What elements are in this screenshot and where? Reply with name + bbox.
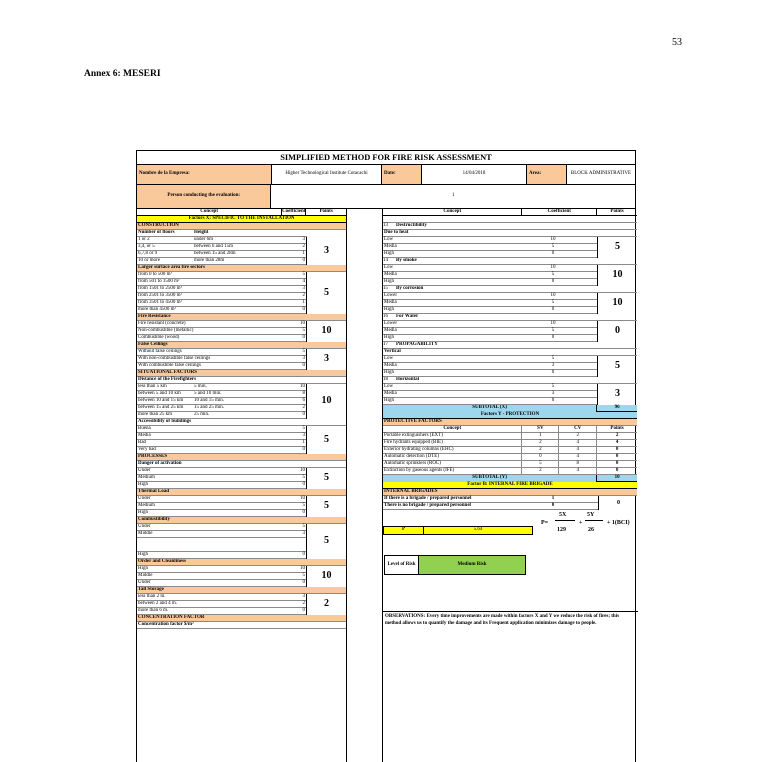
corrosion-points: 10 xyxy=(597,293,637,314)
person-label: Person conducting the evaluation: xyxy=(137,185,271,208)
distance-heading: Distance of the Firefighters xyxy=(137,377,346,384)
water-heading: 16 For Water xyxy=(383,314,637,321)
accessibility-heading: Accessibility of buildings xyxy=(137,419,346,426)
person-value: 1 xyxy=(451,193,455,199)
propagability-heading: 17 PROPAGABILITY xyxy=(383,342,637,349)
list-item: Media 5 xyxy=(383,272,598,279)
list-item: Media 5 xyxy=(383,244,598,251)
area-group xyxy=(137,272,346,314)
destructibility-heading: 13 Destructibility xyxy=(383,223,637,230)
list-item: Lower 10 xyxy=(383,321,598,328)
header-row xyxy=(137,165,635,185)
heat-points: 5 xyxy=(597,237,637,258)
fire-resistance-group xyxy=(137,321,346,342)
tall-storage-points: 2 xyxy=(306,594,346,615)
list-item: With non-combustible false ceilings 3 xyxy=(138,356,305,361)
subtotal-y-value: 10 xyxy=(597,475,637,481)
floors-points: 3 xyxy=(306,237,346,265)
water-points: 0 xyxy=(597,321,637,342)
list-item: Media 3 xyxy=(383,391,598,398)
corrosion-heading: 15 By corrosion xyxy=(383,286,637,293)
list-item: Low 5 xyxy=(383,384,598,391)
list-item: between 10 and 15 km 10 and 15 min. 6 xyxy=(138,398,305,403)
accessibility-group xyxy=(137,426,346,454)
list-item: Media 5 xyxy=(383,300,598,307)
list-item: less than 5 km 5 min. 10 xyxy=(138,384,305,389)
factor-b-band: Factor B: INTERNAL FIRE BRIGADE xyxy=(383,482,637,489)
order-group xyxy=(137,566,346,587)
distance-group xyxy=(137,384,346,419)
distance-points: 10 xyxy=(306,384,346,419)
smoke-group xyxy=(383,265,637,286)
floors-header: Number of floors xyxy=(138,230,175,235)
list-item: High 0 xyxy=(383,370,598,377)
list-item: Media 5 xyxy=(383,328,598,335)
level-value: Medium Risk xyxy=(419,555,526,575)
protective-heading: PROTECTIVE FACTORS xyxy=(383,419,637,426)
table-row: Extinction by gaseous agents (IFE) 2 4 0 xyxy=(383,468,637,475)
list-item: Under 10 xyxy=(138,496,305,501)
area-value: BLOCK ADMINISTRATIVE xyxy=(570,171,632,177)
table-row: Portable extinguishers (EXT) 1 2 2 xyxy=(383,433,637,440)
factor-x-band: Factors X: SPECIFIC TO THE INSTALLATION xyxy=(137,216,346,223)
brigade-points: 0 xyxy=(598,496,638,510)
combustibility-heading: Combustibility xyxy=(137,517,346,524)
table-row: Automatic sprinklers (ROC) 5 8 0 xyxy=(383,461,637,468)
col-coefficient: Coefficient xyxy=(282,208,306,214)
brigades-heading: INTERNAL BRIGADES xyxy=(383,489,637,496)
list-item: High 0 xyxy=(383,398,598,405)
danger-group xyxy=(137,468,346,489)
subtotal-y-row xyxy=(383,475,637,482)
list-item: High 10 xyxy=(138,566,305,571)
col-concept: Concept xyxy=(383,209,522,215)
list-item: High 0 xyxy=(383,279,598,286)
construction-heading: CONSTRUCTION xyxy=(137,223,346,230)
false-ceilings-group xyxy=(137,349,346,370)
thermal-heading: Thermal Load xyxy=(137,489,346,496)
water-group xyxy=(383,321,637,342)
vertical-group xyxy=(383,356,637,377)
list-item: Combustible (wood) 0 xyxy=(138,335,305,340)
concentration-sub: Concentration factor $/m² xyxy=(137,622,346,629)
smoke-points: 10 xyxy=(597,265,637,286)
list-item: more than 25 km 25 min. 0 xyxy=(138,412,305,417)
list-item: With combustible false ceilings 0 xyxy=(138,363,305,368)
p-result: P 5.64 xyxy=(383,526,533,535)
list-item: from 1501 to 2500 m² 3 xyxy=(138,286,305,291)
sheet-title: SIMPLIFIED METHOD FOR FIRE RISK ASSESSMENT xyxy=(137,151,635,165)
list-item: more than 6 m. 0 xyxy=(138,608,305,613)
fire-resistance-points: 10 xyxy=(306,321,346,342)
list-item: Middle 3 xyxy=(138,531,305,536)
list-item: Medium 5 xyxy=(138,503,305,508)
list-item: Media 3 xyxy=(383,363,598,370)
area-label: Area: xyxy=(527,165,567,184)
date-label: Date: xyxy=(382,165,422,184)
list-item: Under 10 xyxy=(138,468,305,473)
left-column-header xyxy=(137,209,346,216)
tall-storage-group xyxy=(137,594,346,615)
list-item: Lower 10 xyxy=(383,293,598,300)
col-points: Points xyxy=(319,208,333,214)
list-item: Media 3 xyxy=(138,433,305,438)
list-item: Non-combustible (metallic) 5 xyxy=(138,328,305,333)
level-label: Level of Risk xyxy=(384,555,419,575)
list-item: There is no brigade / prepared personnel 0 xyxy=(383,503,598,510)
factor-y-band: Factors Y - PROTECTION xyxy=(383,412,637,419)
list-item: Low 5 xyxy=(383,356,598,363)
page-number: 53 xyxy=(672,37,682,48)
fire-resistance-heading: Fire Resistance xyxy=(137,314,346,321)
annex-title: Annex 6: MESERI xyxy=(84,69,161,79)
brigade-group xyxy=(383,496,638,510)
table-row: Exterior hydrating columns (EHC) 2 4 0 xyxy=(383,447,637,454)
accessibility-points: 5 xyxy=(306,426,346,454)
list-item: between 2 and 4 m. 2 xyxy=(138,601,305,606)
danger-points: 5 xyxy=(306,468,346,489)
area-sector-heading: Larger surface area fire sectors xyxy=(137,265,346,272)
company-value: Higher Technological Institute Cotacachi xyxy=(272,165,382,184)
order-points: 10 xyxy=(306,566,346,587)
list-item: 6,7,8 or 9 between 15 and 28m 1 xyxy=(138,251,305,256)
factors-x-column xyxy=(137,209,347,762)
combustibility-points: 5 xyxy=(306,524,346,559)
col-coefficient: Coefficient xyxy=(522,209,597,215)
list-item: High 0 xyxy=(383,251,598,258)
list-item: Bad 1 xyxy=(138,440,305,445)
smoke-heading: 14 By smoke xyxy=(383,258,637,265)
thermal-points: 5 xyxy=(306,496,346,517)
list-item: from 3501 to 4500 m² 1 xyxy=(138,300,305,305)
false-ceilings-points: 3 xyxy=(306,349,346,370)
col-points: Points xyxy=(610,208,624,214)
table-row: Fire hydrants equipped (BIE) 2 4 4 xyxy=(383,440,637,447)
processes-heading: PROCESSES xyxy=(137,454,346,461)
table-row: Automatic detection (DTE) 0 4 0 xyxy=(383,454,637,461)
list-item: Buena 5 xyxy=(138,426,305,431)
list-item xyxy=(137,538,307,552)
observations: OBSERVATIONS: Every time improvements are made within factors X and Y we reduce the risk of fires; this method allows us to quantify the damage and its Frequent application minimizes damage to people. xyxy=(383,611,638,630)
list-item: 1 or 2 under 6m 3 xyxy=(138,237,305,242)
list-item: High 0 xyxy=(383,307,598,314)
list-item: Medium 5 xyxy=(138,475,305,480)
risk-level-row xyxy=(384,555,637,575)
person-row xyxy=(137,185,635,209)
right-column-header xyxy=(383,209,637,216)
factors-y-column xyxy=(382,209,637,762)
subtotal-x-label: SUBTOTAL (X) xyxy=(383,405,597,412)
list-item: High 0 xyxy=(138,510,305,515)
horizontal-group xyxy=(383,384,637,405)
vertical-heading: Vertical xyxy=(384,349,401,354)
list-item: between 15 and 25 km 15 and 25 min. 2 xyxy=(138,405,305,410)
corrosion-group xyxy=(383,293,637,314)
list-item: Fire resistant (concrete) 10 xyxy=(138,321,305,326)
height-header: Height xyxy=(194,230,209,235)
danger-heading: Danger of activation xyxy=(137,461,346,468)
false-ceilings-heading: False Ceilings xyxy=(137,342,346,349)
list-item: Very bad 0 xyxy=(138,447,305,452)
protective-columns: Concept SV CV Points xyxy=(383,426,637,433)
heat-group xyxy=(383,237,637,258)
subtotal-x-value: 96 xyxy=(597,405,637,411)
list-item: If there is a brigade / prepared personnel 1 xyxy=(383,496,598,503)
concentration-heading: CONCENTRATION FACTOR xyxy=(137,615,346,622)
horizontal-heading: 18 Horizontal xyxy=(383,377,637,384)
list-item: from 0 to 500 m² 5 xyxy=(138,272,305,277)
list-item: more than 4500 m² 0 xyxy=(138,307,305,312)
list-item: High 0 xyxy=(383,335,598,342)
meseri-sheet xyxy=(136,150,636,762)
list-item: from 501 to 1500 m² 4 xyxy=(138,279,305,284)
list-item: Under 5 xyxy=(138,524,305,529)
list-item: Under 0 xyxy=(138,580,305,585)
list-item: between 5 and 10 km 5 and 10 min. 8 xyxy=(138,391,305,396)
horizontal-points: 3 xyxy=(597,384,637,405)
list-item: from 2501 to 3500 m² 2 xyxy=(138,293,305,298)
floors-header-row xyxy=(137,230,307,237)
list-item: High 0 xyxy=(138,482,305,487)
formula-panel: P= 5X 129 + 5Y 26 + 1(BCI) P 5.64 xyxy=(383,510,637,555)
area-points: 5 xyxy=(306,272,346,314)
date-value: 14/04/2018 xyxy=(422,165,527,184)
list-item: Low 10 xyxy=(383,265,598,272)
list-item: Without false ceilings 5 xyxy=(138,349,305,354)
company-label: Nombre de la Empresa: xyxy=(137,165,272,184)
heat-heading: Due to heat xyxy=(384,230,409,235)
situational-heading: SITUATIONAL FACTORS xyxy=(137,370,346,377)
subtotal-y-label: SUBTOTAL (Y) xyxy=(383,475,597,482)
list-item: High 0 xyxy=(138,552,305,557)
list-item: 3,4, or 5 between 6 and 15m 2 xyxy=(138,244,305,249)
subtotal-x-row xyxy=(383,405,637,412)
tall-storage-heading: Tall Storage xyxy=(137,587,346,594)
order-heading: Order and Cleanliness xyxy=(137,559,346,566)
list-item: Middle 5 xyxy=(138,573,305,578)
thermal-group xyxy=(137,496,346,517)
list-item: 10 or more more than 28m 0 xyxy=(138,258,305,263)
list-item: Low 10 xyxy=(383,237,598,244)
combustibility-group xyxy=(137,524,346,559)
list-item: less than 2 m. 3 xyxy=(138,594,305,599)
col-concept: Concept xyxy=(137,209,282,215)
vertical-points: 5 xyxy=(597,356,637,377)
floors-group xyxy=(137,230,346,265)
